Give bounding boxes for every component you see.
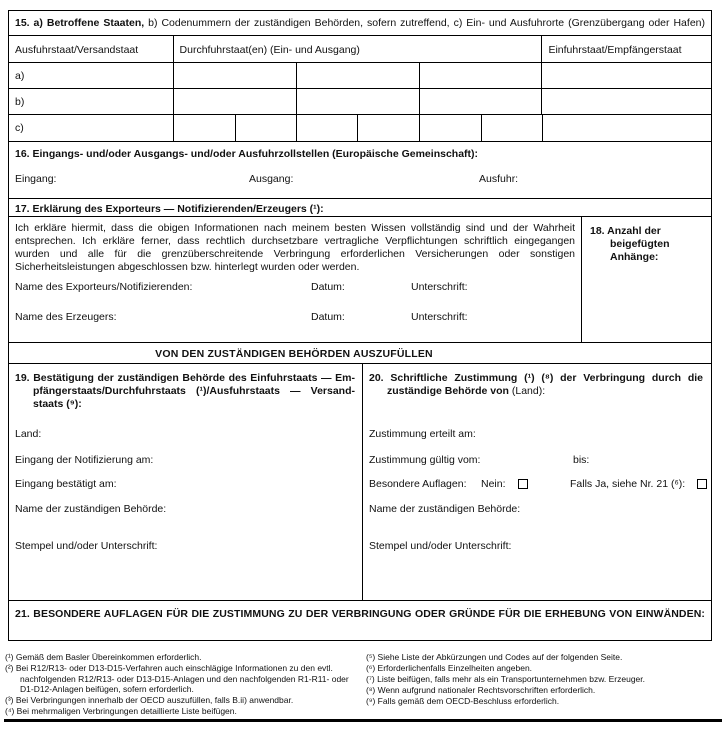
row-b-import-cell xyxy=(542,89,711,114)
authority-name-label-20: Name der zuständigen Behörde: xyxy=(369,503,521,515)
section-19-title xyxy=(15,372,355,411)
exporter-name-label: Name des Exporteurs/Notifizierenden: xyxy=(15,281,193,293)
section-19-title-line3: staats (⁹): xyxy=(33,398,82,410)
footnote-3: (³) Bei Verbringungen innerhalb der OECD auszufüllen, falls B.ii) anwendbar. xyxy=(5,695,294,705)
land-label: Land: xyxy=(15,428,42,440)
column-header-transit-state: Durchfuhrstaat(en) (Ein- und Ausgang) xyxy=(174,36,543,62)
producer-date-label: Datum: xyxy=(311,311,345,323)
field-eingang-label: Eingang: xyxy=(15,173,57,185)
exporter-date-label: Datum: xyxy=(311,281,345,293)
row-c-cell-6 xyxy=(482,115,543,141)
footnotes-left-column xyxy=(5,652,357,717)
section-15-title-rest: b) Codenummern der zuständigen Behörden, sofern zutreffend, c) Ein- und Ausfuhrorte (Grenzübergang oder Hafen) xyxy=(144,17,705,29)
section-15-title xyxy=(9,11,711,36)
authority-name-label-19: Name der zuständigen Behörde: xyxy=(15,503,167,515)
row-c-label: c) xyxy=(9,115,174,141)
row-c-cell-5 xyxy=(420,115,482,141)
row-c-cell-1 xyxy=(174,115,237,141)
field-ausgang-label: Ausgang: xyxy=(249,173,294,185)
section-17-title: 17. Erklärung des Exporteurs — Notifizierenden/Erzeugers (¹): xyxy=(9,199,711,217)
row-c-import-cell xyxy=(543,115,712,141)
row-c-cell-2 xyxy=(236,115,297,141)
footnote-7: (⁷) Liste beifügen, falls mehr als ein Transportunternehmen bzw. Erzeuger. xyxy=(366,674,645,684)
row-b-transit-cell-2 xyxy=(297,89,420,114)
row-a-label: a) xyxy=(9,63,174,88)
waste-shipment-form xyxy=(8,10,712,641)
checkbox-if-yes[interactable] xyxy=(697,479,707,489)
section-19-title-line2: pfängerstaats/Durchfuhrstaats (¹)/Ausfuhrstaats — Versand- xyxy=(33,385,355,397)
column-header-import-state: Einfuhrstaat/Empfängerstaat xyxy=(548,44,682,56)
row-a-transit-cell-2 xyxy=(297,63,420,88)
consent-valid-until-label: bis: xyxy=(573,454,590,466)
section-16-title: 16. Eingangs- und/oder Ausgangs- und/oder Ausfuhrzollstellen (Europäische Gemeinschaft): xyxy=(15,148,479,160)
field-ausfuhr-label: Ausfuhr: xyxy=(479,173,519,185)
receipt-confirmed-label: Eingang bestätigt am: xyxy=(15,478,117,490)
producer-name-label: Name des Erzeugers: xyxy=(15,311,117,323)
declaration-text: Ich erkläre hiermit, dass die obigen Informationen nach meinem besten Wissen vollständig sind und der Wahrheit entsprechen. Ich erkläre ferner, dass rechtlich durchsetzbare vertragliche Verpflichtungen schriftlich eingegangen wurden und alle für die grenzüberschreitende Verbringung erforderlichen Versicherungen oder sonstigen Sicherheitsleistungen abgeschlossen bzw. hinterlegt wurden oder werden. xyxy=(15,222,575,273)
special-conditions-label: Besondere Auflagen: xyxy=(369,478,467,490)
sections-19-20 xyxy=(9,364,711,601)
states-table-row-a xyxy=(9,63,711,89)
footnote-8: (⁸) Wenn aufgrund nationaler Rechtsvorschriften erforderlich. xyxy=(366,685,596,695)
section-19-acknowledgement xyxy=(9,364,363,600)
section-21-special-conditions xyxy=(9,601,711,640)
section-17-body xyxy=(9,217,711,343)
footnote-9: (⁹) Falls gemäß dem OECD-Beschluss erforderlich. xyxy=(366,696,560,706)
section-21-title: 21. BESONDERE AUFLAGEN FÜR DIE ZUSTIMMUNG ZU DER VERBRINGUNG ODER GRÜNDE FÜR DIE ERHEBUNG VON EINWÄNDEN: xyxy=(15,608,705,620)
consent-given-label: Zustimmung erteilt am: xyxy=(369,428,476,440)
section-18-annex-box xyxy=(581,217,713,342)
section-20-title-line2 xyxy=(387,385,703,398)
stamp-signature-label-20: Stempel und/oder Unterschrift: xyxy=(369,540,512,552)
notification-received-label: Eingang der Notifizierung am: xyxy=(15,454,154,466)
row-b-transit-cell-1 xyxy=(174,89,298,114)
stamp-signature-label-19: Stempel und/oder Unterschrift: xyxy=(15,540,158,552)
section-15-title-bold: 15. a) Betroffene Staaten, xyxy=(15,17,145,29)
section-18-title: 18. Anzahl der beigefügten Anhänge: xyxy=(590,225,670,263)
states-table-header-row xyxy=(9,36,711,63)
row-b-label: b) xyxy=(9,89,174,114)
row-c-cell-3 xyxy=(297,115,358,141)
row-a-transit-cell-3 xyxy=(420,63,543,88)
if-yes-label: Falls Ja, siehe Nr. 21 (⁶): xyxy=(570,478,686,490)
footnote-2: (²) Bei R12/R13- oder D13-D15-Verfahren auch einschlägige Informationen zu den evtl. nachfolgenden R12/R13- oder D13-D15-Anlagen und den nachfolgenden R1-R11- oder D1-D12-Anlagen beifügen, sofern erforderlich. xyxy=(5,663,349,694)
section-20-written-consent xyxy=(363,364,711,600)
no-label: Nein: xyxy=(481,478,506,490)
row-a-transit-cell-1 xyxy=(174,63,298,88)
bottom-rule xyxy=(4,719,722,722)
checkbox-no[interactable] xyxy=(518,479,528,489)
section-20-title-line1: 20. Schriftliche Zustimmung (¹) (⁸) der Verbringung durch die xyxy=(369,372,703,384)
footnote-6: (⁶) Erforderlichenfalls Einzelheiten angeben. xyxy=(366,663,533,673)
section-16-customs xyxy=(9,142,711,199)
footnote-4: (⁴) Bei mehrmaligen Verbringungen detaillierte Liste beifügen. xyxy=(5,706,237,716)
states-table-row-b xyxy=(9,89,711,115)
authorities-banner: VON DEN ZUSTÄNDIGEN BEHÖRDEN AUSZUFÜLLEN xyxy=(9,343,711,364)
section-20-title-line2-bold: zuständige Behörde von xyxy=(387,385,512,397)
exporter-signature-label: Unterschrift: xyxy=(411,281,468,293)
states-table-row-c xyxy=(9,115,711,142)
producer-signature-label: Unterschrift: xyxy=(411,311,468,323)
column-header-export-state: Ausfuhrstaat/Versandstaat xyxy=(9,36,174,62)
consent-valid-from-label: Zustimmung gültig vom: xyxy=(369,454,481,466)
footnote-1: (¹) Gemäß dem Basler Übereinkommen erforderlich. xyxy=(5,652,202,662)
row-b-transit-cell-3 xyxy=(420,89,543,114)
section-20-title xyxy=(369,372,703,398)
footnotes-right-column xyxy=(366,652,718,707)
row-a-import-cell xyxy=(542,63,711,88)
section-19-title-line1: 19. Bestätigung der zuständigen Behörde des Einfuhrstaats — Em- xyxy=(15,372,355,384)
section-20-title-line2-normal: (Land): xyxy=(511,385,546,397)
row-c-cell-4 xyxy=(358,115,420,141)
footnote-5: (⁵) Siehe Liste der Abkürzungen und Codes auf der folgenden Seite. xyxy=(366,652,623,662)
